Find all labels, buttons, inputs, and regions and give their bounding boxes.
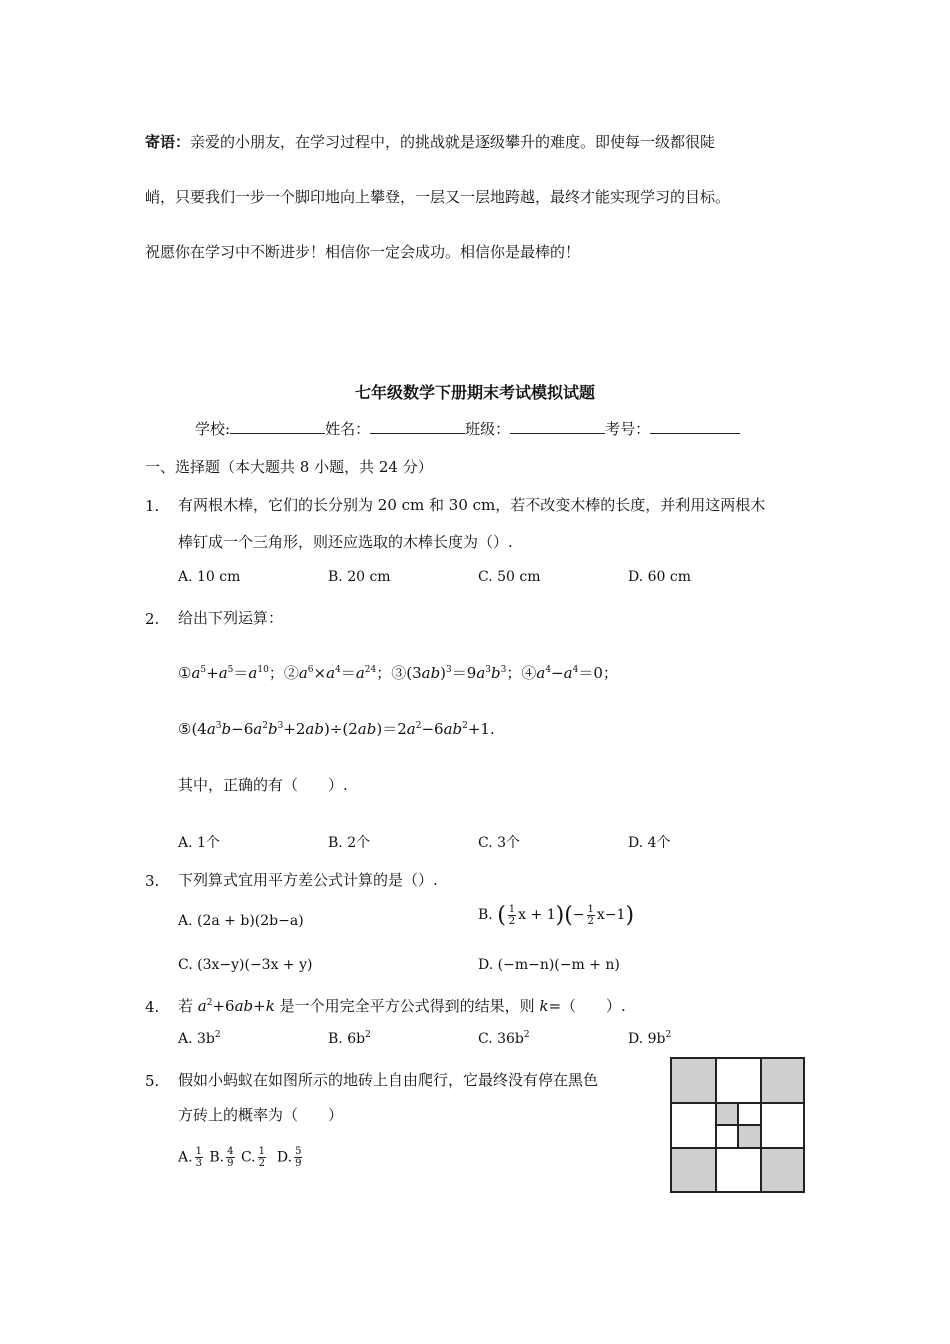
- school-blank[interactable]: [230, 419, 325, 434]
- q4-stem-pre: 若: [178, 997, 198, 1015]
- q5-option-a-label: A.: [178, 1149, 193, 1166]
- tile-gray-top-right: [761, 1058, 804, 1103]
- tile-bottom-middle: [716, 1148, 761, 1192]
- q5-line-1: 假如小蚂蚁在如图所示的地砖上自由爬行，它最终没有停在黑色: [178, 1071, 599, 1089]
- q5-option-c-frac: $\frac{1}{2}$: [258, 1146, 266, 1169]
- tile-gray-bottom-right: [761, 1148, 804, 1192]
- q4-option-c: C. $36b^2$: [478, 1030, 530, 1047]
- q2-option-a: A. 1个: [178, 835, 220, 851]
- q3-option-c: C. (3x−y)(−3x + y): [178, 957, 313, 973]
- greeting-line-3: 祝愿你在学习中不断进步！相信你一定会成功。相信你是最棒的！: [145, 243, 581, 261]
- section-heading: 一、选择题（本大题共 8 小题，共 24 分）: [145, 458, 433, 476]
- tile-center-tr: [738, 1103, 761, 1125]
- q5-option-b-label: B.: [209, 1149, 225, 1166]
- q5-option-b-frac: $\frac{4}{9}$: [227, 1146, 234, 1169]
- tile-figure: [670, 1057, 805, 1193]
- info-fields: [195, 418, 740, 439]
- q2-formulas-1: $①a^5+a^5=a^{10}$；$②a^6\times a^4=a^{24}$；$③(3ab)^3=9a^3b^3$；$④a^4-a^4=0$；: [178, 664, 618, 682]
- q3-option-d: D. (−m−n)(−m + n): [478, 957, 620, 973]
- q4-number: 4.: [145, 998, 160, 1016]
- q4-option-b: B. $6b^2$: [328, 1030, 371, 1047]
- tile-gray-top-left: [671, 1058, 716, 1103]
- q1-option-c: C. 50 cm: [478, 569, 541, 585]
- tile-center-bl: [716, 1125, 738, 1148]
- q5-line-2: 方砖上的概率为（ ）: [178, 1106, 344, 1124]
- q5-options: [178, 1146, 304, 1169]
- name-blank[interactable]: [370, 419, 465, 434]
- class-blank[interactable]: [510, 419, 605, 434]
- q5-option-a-frac: $\frac{1}{3}$: [195, 1146, 202, 1169]
- q2-option-b: B. 2个: [328, 835, 371, 851]
- tile-gray-center-br: [738, 1125, 761, 1148]
- q2-option-c: C. 3个: [478, 835, 521, 851]
- q5-number: 5.: [145, 1072, 160, 1090]
- number-blank[interactable]: [650, 419, 740, 434]
- q1-line-2: 棒钉成一个三角形，则还应选取的木棒长度为（）.: [178, 533, 513, 551]
- q3-option-b-label: B.: [478, 907, 493, 923]
- q1-number: 1.: [145, 497, 160, 515]
- number-label: 考号：: [605, 420, 651, 438]
- q3-option-a: A. (2a + b)(2b−a): [178, 913, 304, 929]
- q5-option-d-frac: $\frac{5}{9}$: [295, 1146, 302, 1169]
- greeting-line-1: [145, 128, 825, 156]
- q4-stem-end: =（ ）.: [548, 997, 626, 1015]
- q4-stem-post: 是一个用完全平方公式得到的结果，则: [274, 997, 540, 1015]
- tile-gray-bottom-left: [671, 1148, 716, 1192]
- q2-option-d: D. 4个: [628, 835, 671, 851]
- q1-line-1: 有两根木棒，它们的长分别为 20 cm 和 30 cm，若不改变木棒的长度，并利用这两根木: [178, 496, 766, 514]
- tile-middle-left: [671, 1103, 716, 1148]
- school-label: 学校:: [195, 420, 231, 438]
- q4-option-a: A. $3b^2$: [178, 1030, 221, 1047]
- q4-option-d: D. $9b^2$: [628, 1030, 672, 1047]
- q1-option-a: A. 10 cm: [178, 569, 241, 585]
- q3-stem: 下列算式宜用平方差公式计算的是（）.: [178, 871, 438, 889]
- tile-middle-right: [761, 1103, 804, 1148]
- tile-gray-center-tl: [716, 1103, 738, 1125]
- exam-title: 七年级数学下册期末考试模拟试题: [354, 383, 595, 402]
- q5-option-d-label: D.: [276, 1149, 293, 1166]
- q1-option-d: D. 60 cm: [628, 569, 692, 585]
- q3-option-b: B. ( $\frac{1}{2}$ x + 1)(− $\frac{1}{2}$ x−1): [478, 903, 635, 928]
- q3-number: 3.: [145, 872, 160, 890]
- name-label: 姓名：: [325, 420, 371, 438]
- greeting-text-1: 亲爱的小朋友，在学习过程中，的挑战就是逐级攀升的难度。即使每一级都很陡: [190, 133, 716, 151]
- q2-formulas-2: $⑤(4a^3b-6a^2b^3+2ab)\div(2ab)=2a^2-6ab^2+1$.: [178, 720, 495, 738]
- q1-option-b: B. 20 cm: [328, 569, 391, 585]
- greeting-line-2: 峭，只要我们一步一个脚印地向上攀登，一层又一层地跨越，最终才能实现学习的目标。: [145, 188, 731, 206]
- greeting-label: 寄语：: [145, 133, 191, 151]
- q2-stem: 给出下列运算：: [178, 609, 284, 627]
- q2-number: 2.: [145, 610, 160, 628]
- q4-stem: 若 $a^2+6ab+k$ 是一个用完全平方公式得到的结果，则 k=（ ）.: [178, 997, 626, 1015]
- class-label: 班级：: [465, 420, 511, 438]
- tile-top-middle: [716, 1058, 761, 1103]
- q2-ask: 其中，正确的有（ ）.: [178, 776, 348, 794]
- q5-option-c-label: C.: [240, 1149, 256, 1166]
